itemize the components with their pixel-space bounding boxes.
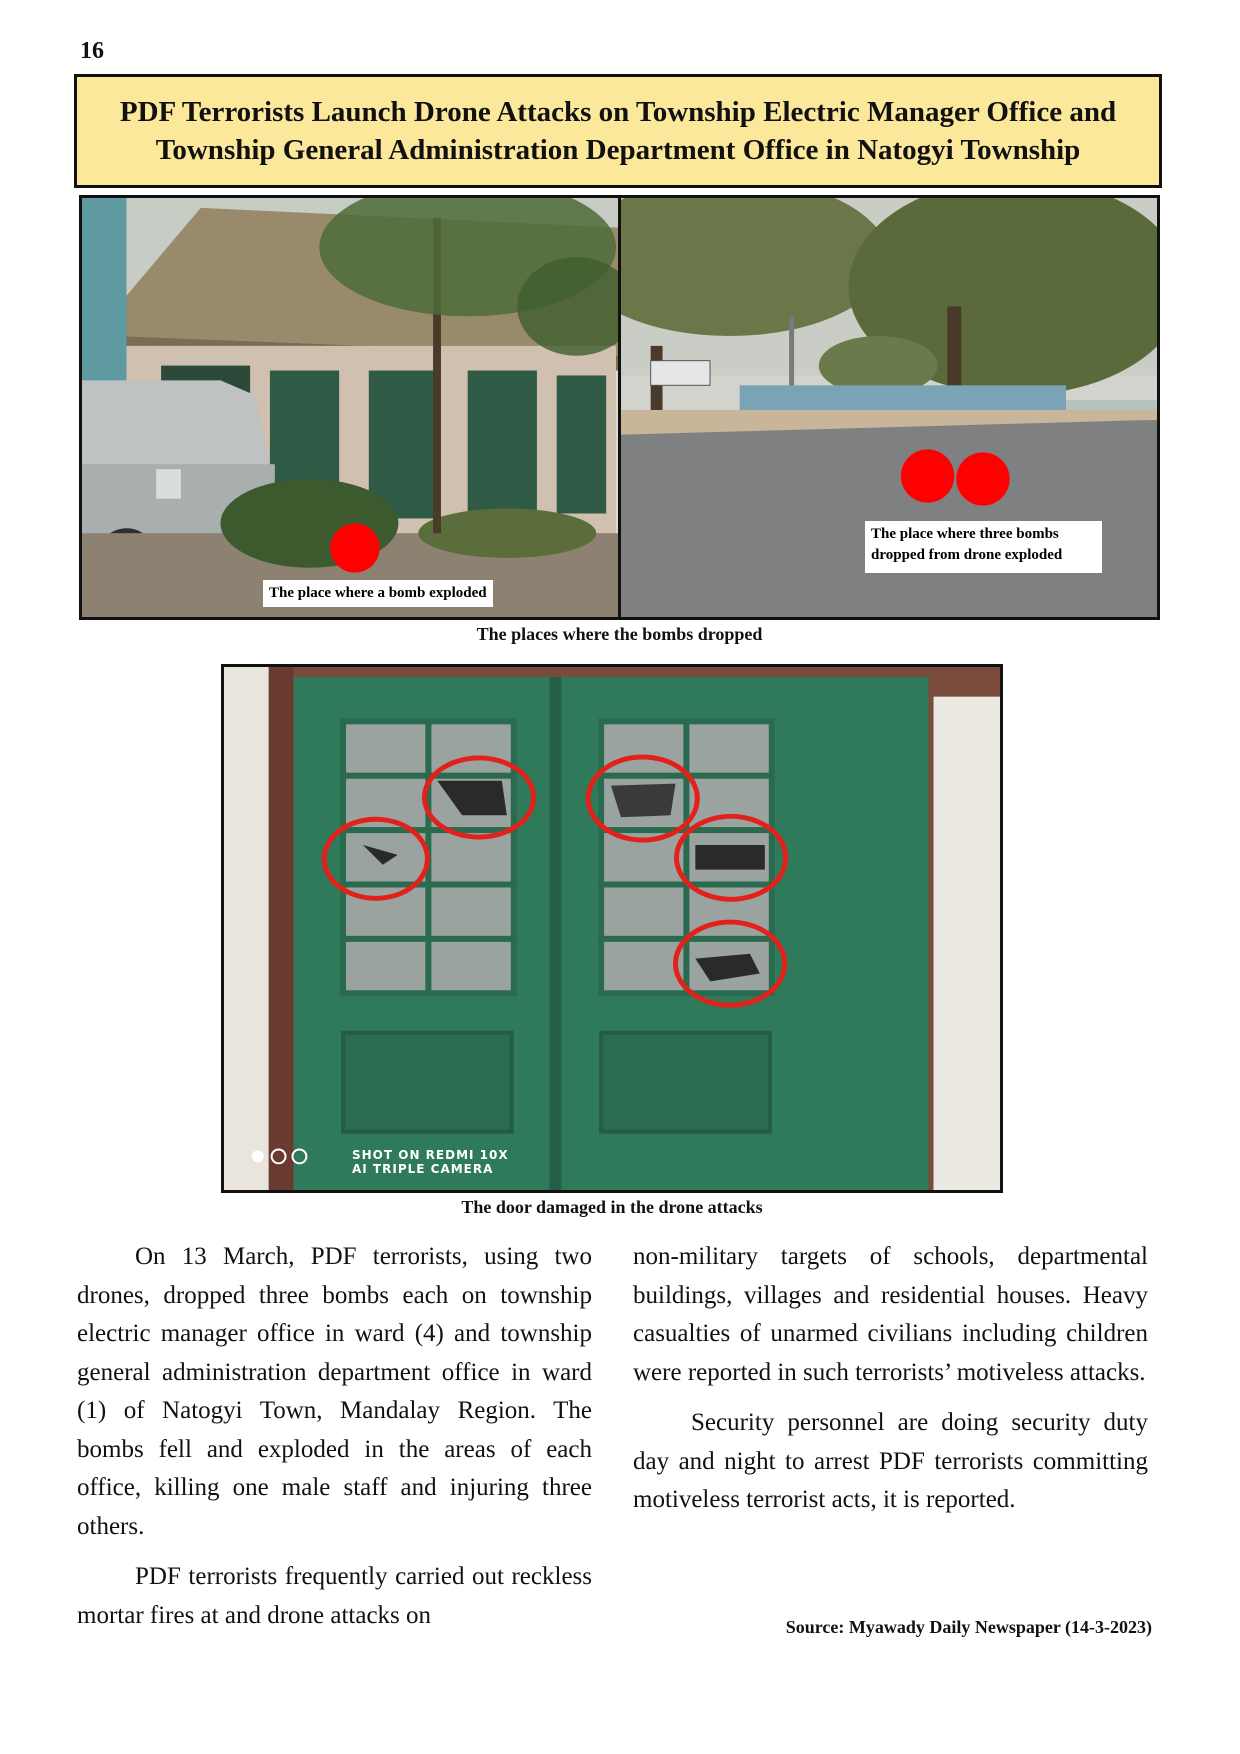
bomb-marker-1 (901, 449, 954, 502)
photo-damaged-door (221, 664, 1003, 1193)
bomb-marker-2 (956, 452, 1009, 505)
photo-office-building (79, 195, 621, 620)
page-number: 16 (80, 38, 104, 64)
article-column-right (633, 1238, 1148, 1532)
figure1-caption: The places where the bombs dropped (476, 624, 763, 644)
photo-roadside (618, 195, 1160, 620)
watermark-line-1: SHOT ON REDMI 10X (352, 1148, 509, 1162)
article-paragraph-2-start: PDF terrorists frequently carried out reckless mortar fires at and drone attacks on (77, 1563, 592, 1629)
office-building-image (82, 198, 618, 617)
label-three-bombs-line-2: dropped from drone exploded (871, 547, 1063, 563)
headline-line-1: PDF Terrorists Launch Drone Attacks on Township Electric Manager Office and (119, 96, 1117, 128)
label-three-bombs-line-1: The place where three bombs (871, 526, 1059, 542)
label-bomb-exploded: The place where a bomb exploded (263, 580, 493, 607)
headline-line-2: Township General Administration Department Office in Natogyi Township (155, 134, 1081, 166)
camera-watermark (352, 1148, 509, 1176)
article-paragraph-1: On 13 March, PDF terrorists, using two drones, dropped three bombs each on township electric manager office in ward (4) and township general administration department office in ward (1) of Natogyi Town, Mandalay Region. The bombs fell and exploded in the areas of each office, killing one male staff and injuring three others. (77, 1243, 592, 1540)
headline-box (74, 74, 1162, 188)
figure2-caption: The door damaged in the drone attacks (461, 1197, 763, 1217)
article-paragraph-2-end: non-military targets of schools, departmental buildings, villages and residential houses. Heavy casualties of unarmed civilians including children were reported in such terrorists’ motiveless attacks. (633, 1243, 1148, 1386)
source-credit: Source: Myawady Daily Newspaper (14-3-2023) (785, 1617, 1152, 1637)
article-paragraph-3: Security personnel are doing security duty day and night to arrest PDF terrorists committing motiveless terrorist acts, it is reported. (633, 1409, 1148, 1513)
label-three-bombs (865, 521, 1102, 573)
watermark-line-2: AI TRIPLE CAMERA (352, 1162, 494, 1176)
damaged-door-image (224, 667, 1000, 1190)
bomb-marker (330, 523, 379, 572)
article-column-left (77, 1238, 592, 1647)
